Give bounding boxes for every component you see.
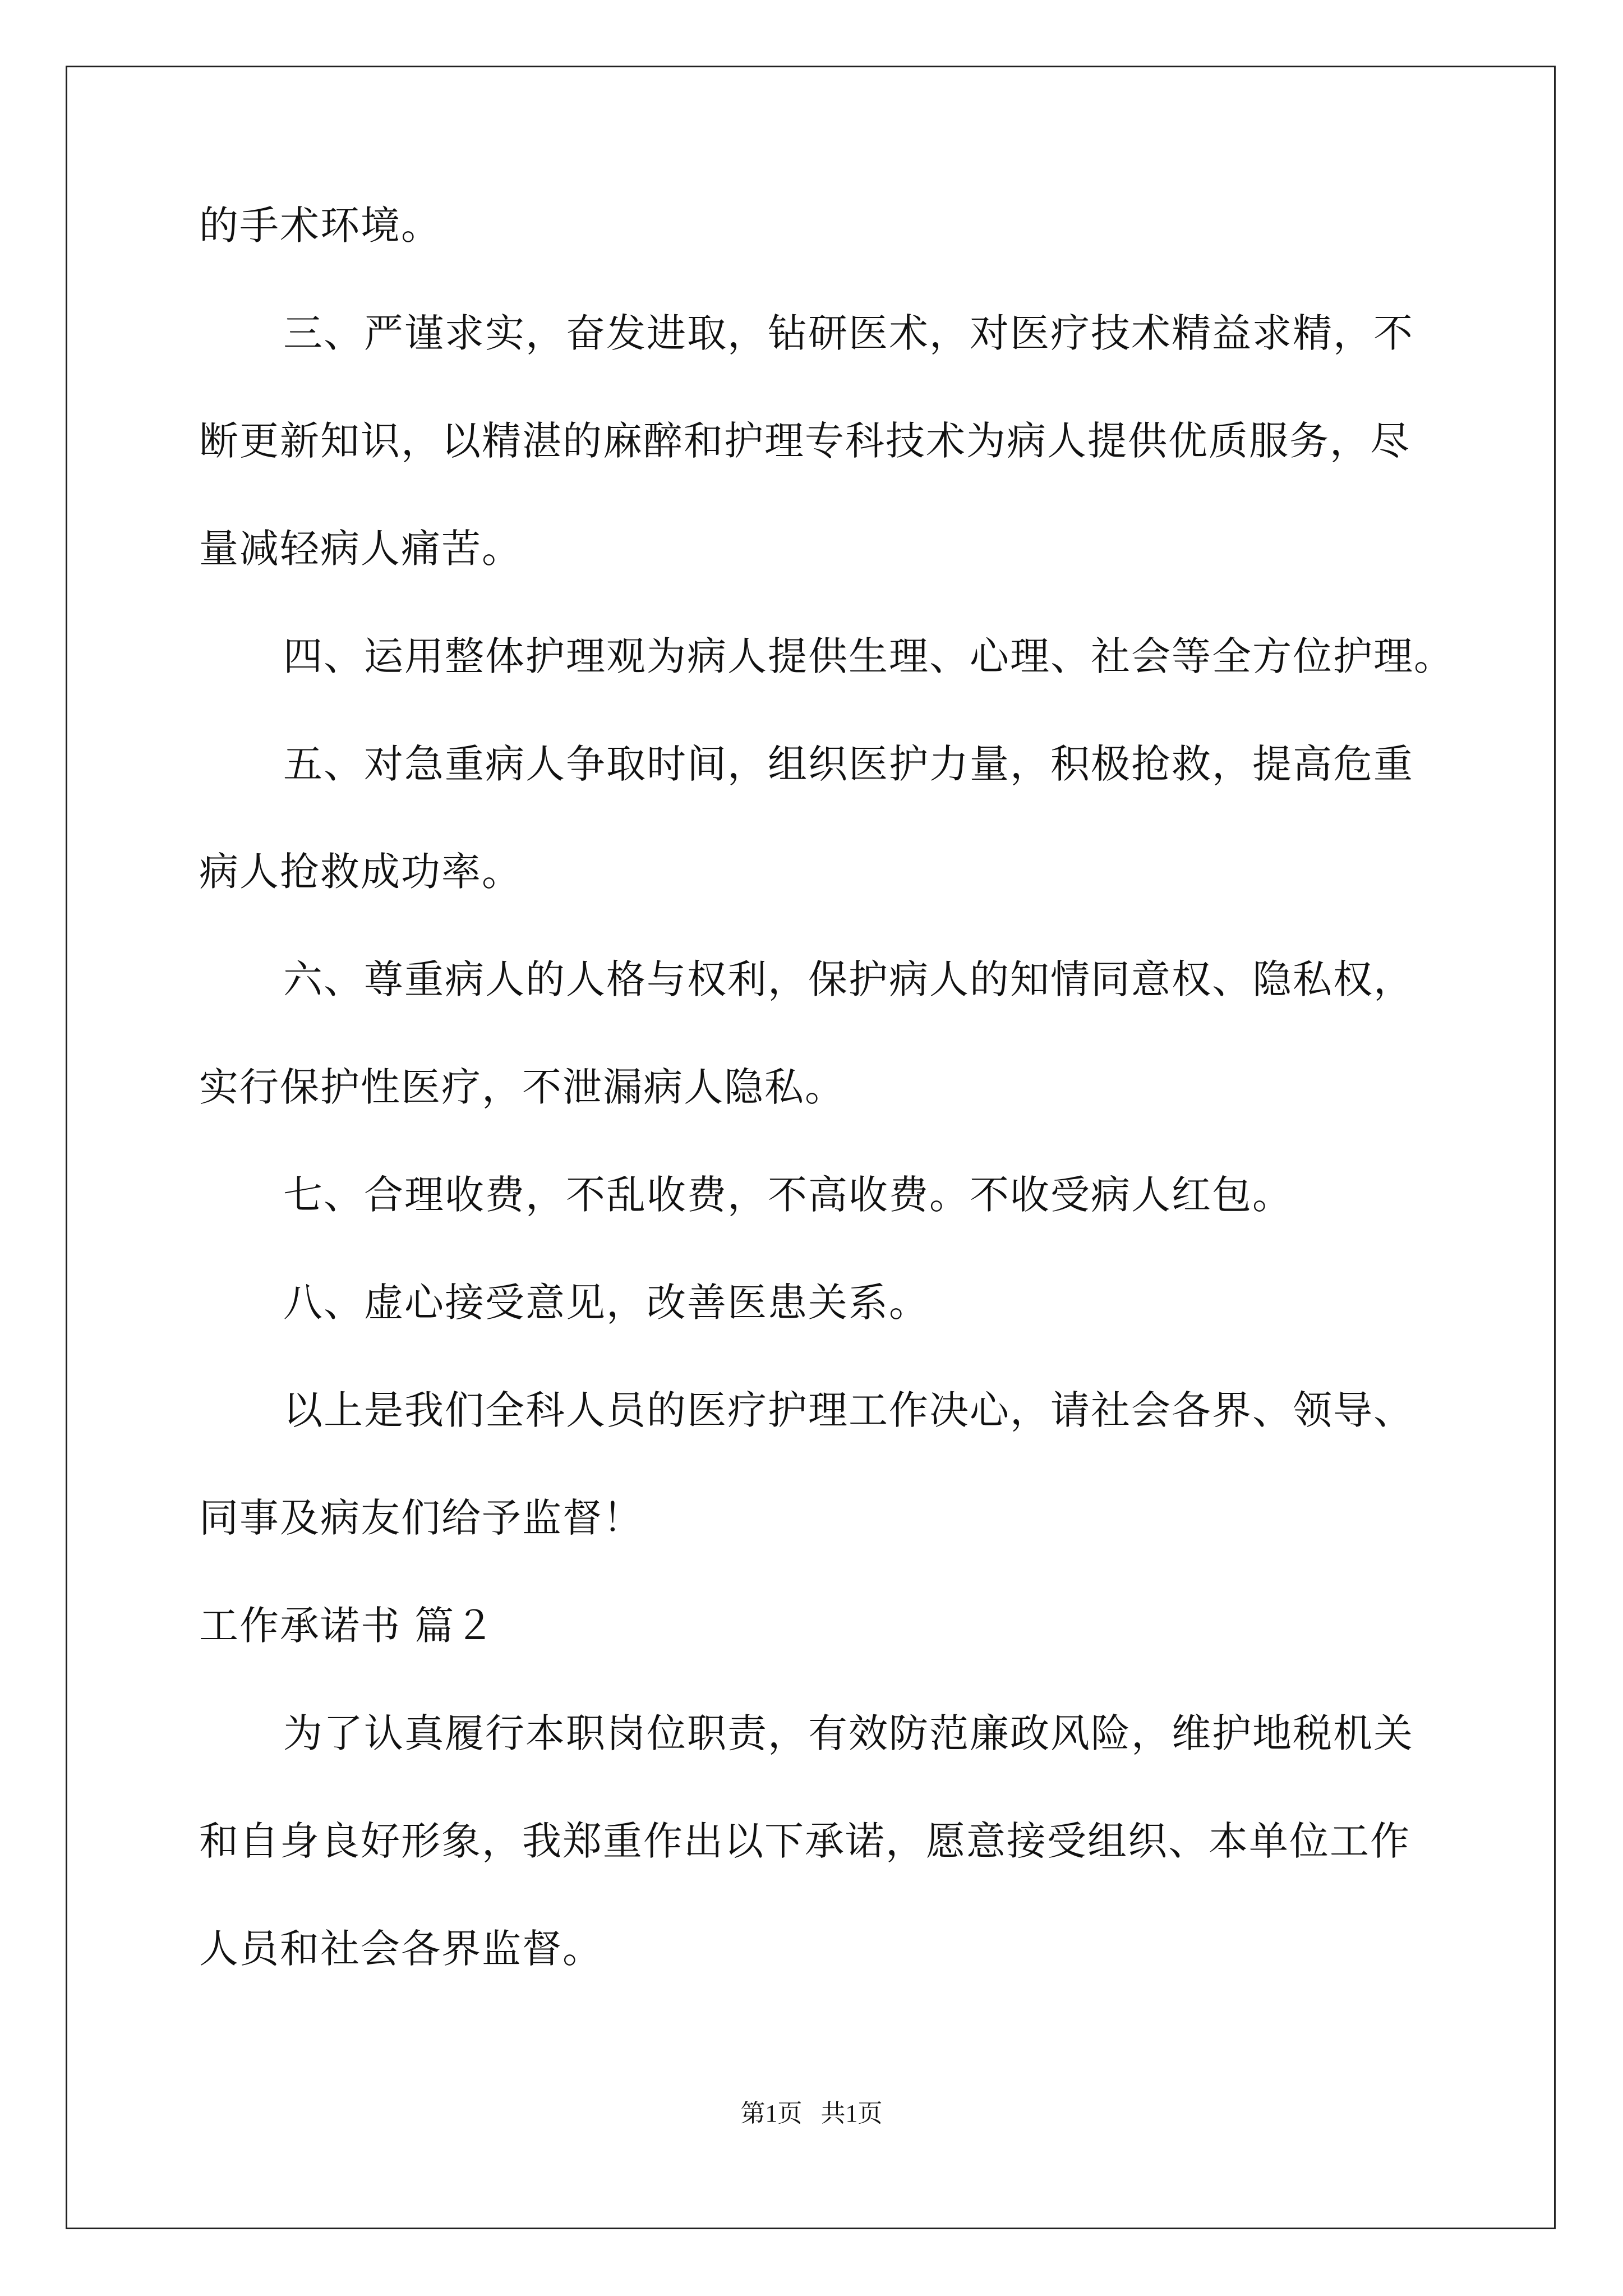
section-heading: 工作承诺书 篇２ [199,1603,496,1649]
paragraph-line: 五、对急重病人争取时间，组织医护力量，积极抢救，提高危重 [283,741,1414,787]
paragraph-line: 七、合理收费，不乱收费，不高收费。不收受病人红包。 [283,1172,1293,1218]
paragraph-line: 八、虚心接受意见，改善医患关系。 [283,1280,929,1326]
paragraph-line: 人员和社会各界监督。 [199,1926,603,1972]
paragraph-line: 量减轻病人痛苦。 [199,526,522,572]
paragraph-line: 同事及病友们给予监督！ [199,1495,643,1541]
paragraph-line: 实行保护性医疗，不泄漏病人隐私。 [199,1064,845,1110]
paragraph-line: 为了认真履行本职岗位职责，有效防范廉政风险，维护地税机关 [283,1710,1414,1756]
paragraph-line: 的手术环境。 [199,203,441,249]
paragraph-line: 病人抢救成功率。 [199,849,522,895]
paragraph-line: 三、严谨求实，奋发进取，钻研医术，对医疗技术精益求精，不 [283,310,1414,356]
page-border [66,66,1556,2229]
paragraph-line: 四、运用整体护理观为病人提供生理、心理、社会等全方位护理。 [283,633,1454,679]
page-number-footer: 第1页 共1页 [740,2100,883,2127]
paragraph-line: 和自身良好形象，我郑重作出以下承诺，愿意接受组织、本单位工作 [199,1818,1410,1864]
paragraph-line: 六、尊重病人的人格与权利，保护病人的知情同意权、隐私权， [283,956,1414,1002]
paragraph-line: 断更新知识，以精湛的麻醉和护理专科技术为病人提供优质服务，尽 [199,418,1410,464]
paragraph-line: 以上是我们全科人员的医疗护理工作决心，请社会各界、领导、 [283,1387,1414,1433]
